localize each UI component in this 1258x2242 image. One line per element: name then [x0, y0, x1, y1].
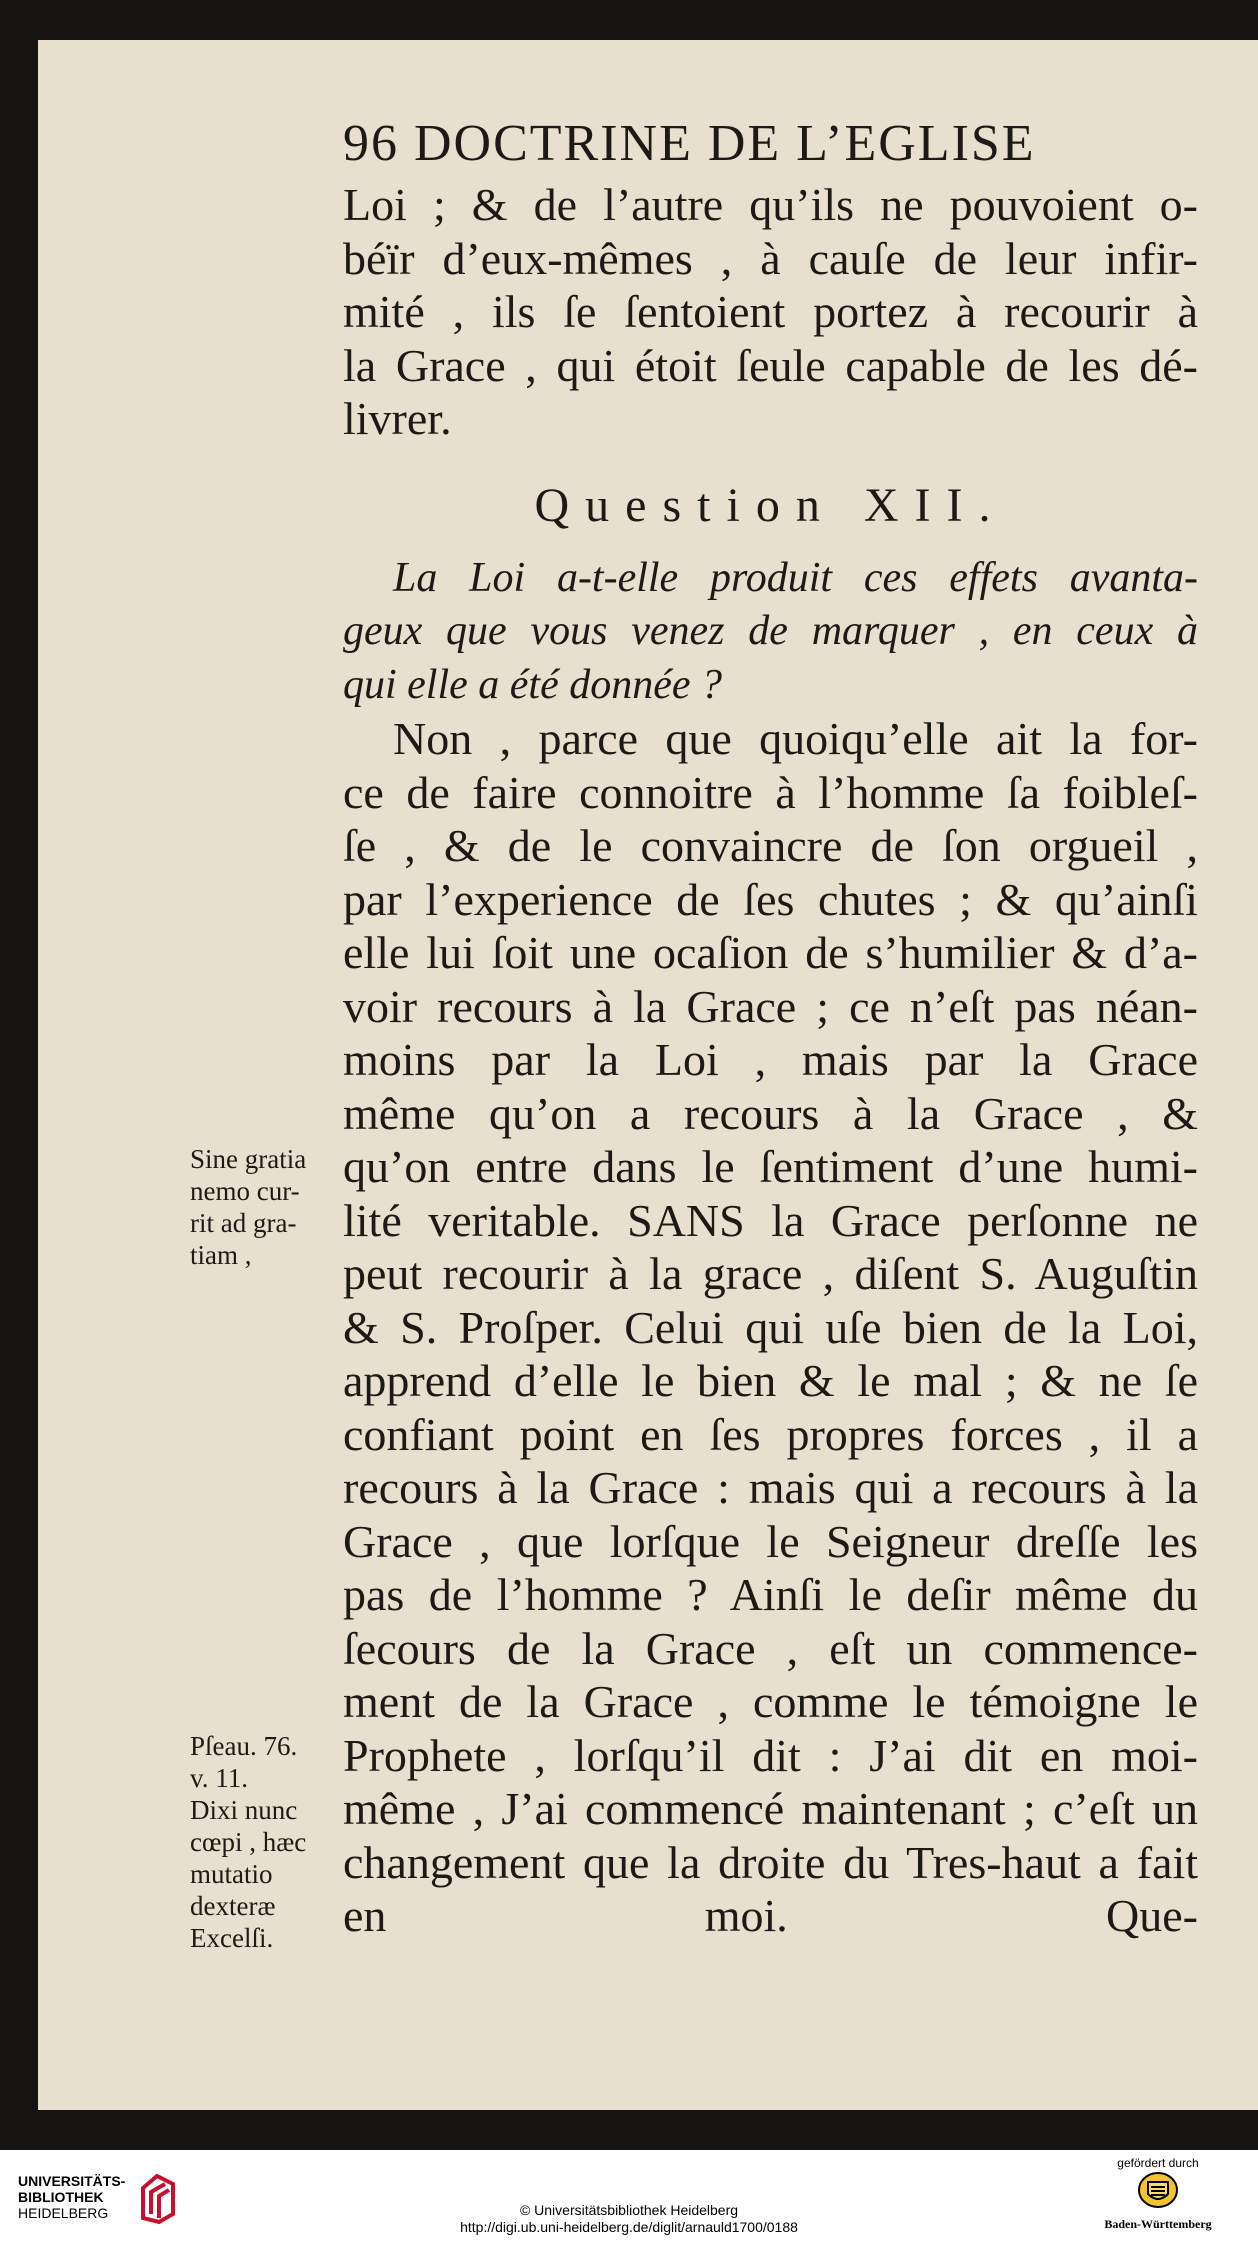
answer-line: même , J’ai commencé maintenant ; c’eſt un: [343, 1783, 1198, 1834]
text-line: Loi ; & de l’autre qu’ils ne pouvoient o-: [343, 179, 1198, 230]
margin-note-pseaume: Pſeau. 76. v. 11. Dixi nunc cœpi , hæc mutatio dexteræ Excelſi.: [190, 1731, 307, 1953]
answer-line: par l’experience de ſes chutes ; & qu’ainſi: [343, 873, 1198, 925]
answer-line: peut recourir à la grace , diſent S. Auguſtin: [343, 1248, 1198, 1299]
footer-bar: [0, 2150, 1258, 2242]
answer-line: Grace , que lorſque le Seigneur dreſſe les: [343, 1515, 1198, 1567]
answer-line: ce de faire connoitre à l’homme ſa foibleſ-: [343, 766, 1198, 818]
funding-credit: [1078, 2156, 1238, 2232]
answer-last-line: en moi.: [343, 1890, 788, 1941]
running-header: 96 DOCTRINE DE L’EGLISE: [343, 115, 1036, 172]
copyright-notice: [0, 2202, 1258, 2236]
text-line: mité , ils ſe ſentoient portez à recourir à: [343, 286, 1198, 337]
answer-line: qu’on entre dans le ſentiment d’une humi-: [343, 1141, 1198, 1192]
answer-line: & S. Proſper. Celui qui uſe bien de la Loi,: [343, 1301, 1198, 1353]
text-line: la Grace , qui étoit ſeule capable de les dé-: [343, 339, 1198, 391]
copyright-text: © Universitätsbibliothek Heidelberg: [519, 2202, 739, 2218]
state-coat-of-arms-icon: [1136, 2170, 1180, 2210]
answer-line: ſecours de la Grace , eſt un commence-: [343, 1622, 1198, 1674]
answer-line: ſe , & de le convaincre de ſon orgueil ,: [343, 820, 1198, 871]
answer-line: elle lui ſoit une ocaſion de s’humilier & d’a-: [343, 927, 1198, 978]
funded-by-label: gefördert durch: [1117, 2156, 1199, 2170]
source-url[interactable]: http://digi.ub.uni-heidelberg.de/diglit/arnauld1700/0188: [460, 2219, 798, 2235]
answer-line: moins par la Loi , mais par la Grace: [343, 1034, 1198, 1085]
question-title: Question XII.: [534, 478, 1007, 532]
question-line: qui elle a été donnée ?: [343, 661, 723, 708]
library-city: HEIDELBERG: [18, 2205, 109, 2221]
margin-note-sine-gratia: Sine gratia nemo cur- rit ad gra- tiam ,: [190, 1144, 307, 1270]
answer-line: ment de la Grace , comme le témoigne le: [343, 1676, 1198, 1727]
answer-line: confiant point en ſes propres forces , il a: [343, 1408, 1198, 1460]
answer-line: recours à la Grace : mais qui a recours à la: [343, 1462, 1198, 1513]
answer-line: Prophete , lorſqu’il dit : J’ai dit en moi-: [343, 1729, 1198, 1781]
library-name-line-1: UNIVERSITÄTS-: [18, 2173, 126, 2189]
answer-line: Non , parce que quoiqu’elle ait la for-: [393, 713, 1198, 764]
question-line: La Loi a-t-elle produit ces effets avanta-: [393, 554, 1198, 601]
library-name-line-2: BIBLIOTHEK: [18, 2189, 104, 2205]
text-line: livrer.: [343, 393, 452, 444]
answer-line: pas de l’homme ? Ainſi le deſir même du: [343, 1569, 1198, 1620]
answer-line: changement que la droite du Tres-haut a fait: [343, 1836, 1198, 1888]
catchword: Que-: [1106, 1890, 1199, 1941]
answer-line: apprend d’elle le bien & le mal ; & ne ſe: [343, 1355, 1198, 1406]
answer-line: lité veritable. SANS la Grace perſonne ne: [343, 1194, 1198, 1246]
answer-line: même qu’on a recours à la Grace , &: [343, 1087, 1198, 1139]
page-text: [343, 112, 1198, 1943]
question-line: geux que vous venez de marquer , en ceux à: [343, 608, 1198, 654]
answer-line: [343, 1889, 1198, 1943]
answer-line: voir recours à la Grace ; ce n’eſt pas néan-: [343, 980, 1198, 1032]
state-name: Baden-Württemberg: [1104, 2217, 1212, 2231]
text-line: béïr d’eux-mêmes , à cauſe de leur infir-: [343, 232, 1198, 284]
